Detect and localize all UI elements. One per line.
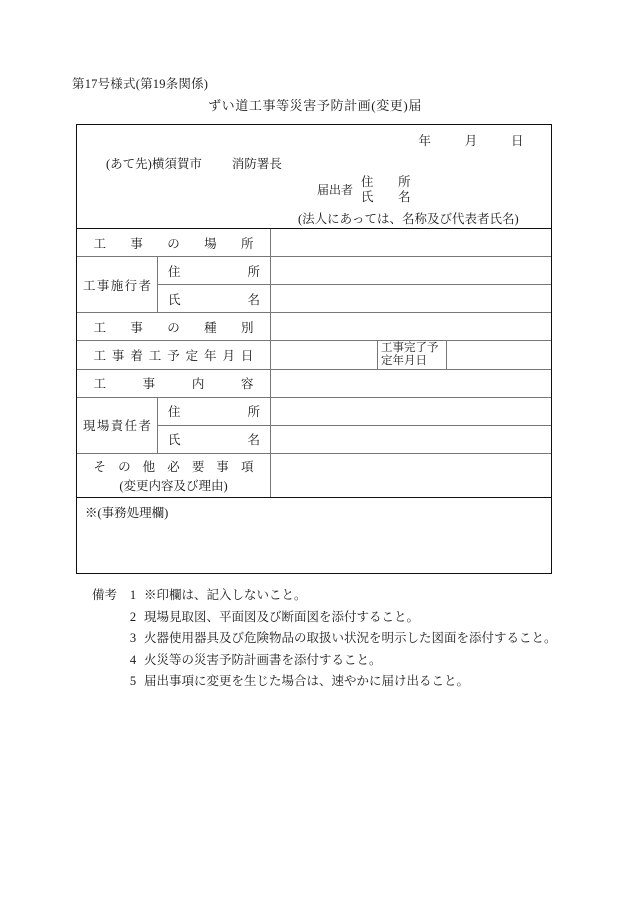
value-site-manager-name[interactable]: [271, 426, 551, 453]
label-char: 年: [204, 348, 217, 363]
submitter-address-label: 住 所: [361, 175, 417, 189]
label-char: 項: [240, 459, 254, 474]
note-item: [76, 671, 576, 693]
notes-section: [76, 585, 576, 693]
label-contractor-address: [158, 257, 271, 284]
label-other-matters: [77, 454, 271, 497]
row-site-manager-address: [158, 398, 551, 426]
label-char: 他: [142, 459, 156, 474]
row-work-content: [77, 370, 551, 398]
row-contractor-address: [158, 257, 551, 285]
label-char: 施: [110, 278, 124, 293]
row-start-date: [77, 341, 551, 370]
office-use-label: ※(事務処理欄): [85, 505, 169, 520]
date-day-label: 日: [510, 134, 524, 148]
addressee-line: [106, 154, 282, 172]
label-char: 場: [96, 419, 110, 434]
office-use-block[interactable]: [77, 497, 551, 573]
label-char: 工: [93, 377, 107, 392]
label-work-location: [77, 229, 271, 256]
label-char: 工: [93, 320, 107, 335]
label-char: 事: [142, 377, 156, 392]
label-char: 名: [247, 292, 260, 307]
label-char: 氏: [168, 433, 181, 448]
label-char: 住: [168, 264, 181, 279]
label-char: 所: [247, 264, 260, 279]
submitter-block: [317, 175, 417, 205]
label-site-manager: [77, 398, 158, 453]
label-char: 着: [130, 348, 143, 363]
label-char: 内: [191, 377, 205, 392]
value-start-date[interactable]: [271, 341, 377, 369]
label-char: 必: [167, 459, 180, 474]
start-date-value-area: [271, 341, 551, 369]
label-char: 予: [167, 348, 180, 363]
label-char: 所: [247, 405, 260, 420]
label-char: 容: [240, 377, 254, 392]
submitter-name-label: 氏 名: [361, 189, 417, 204]
label-char: そ: [93, 459, 107, 474]
label-char: 者: [138, 278, 151, 293]
row-work-type: [77, 313, 551, 341]
note-number: 3: [129, 631, 137, 645]
label-char: 日: [240, 348, 254, 363]
contractor-fields: [158, 257, 551, 312]
main-form-box: [76, 124, 552, 574]
date-line: [418, 131, 524, 149]
label-char: 事: [111, 348, 125, 363]
label-char: 工: [93, 348, 107, 363]
date-month-label: 月: [464, 134, 478, 148]
form-number: 第17号様式(第19条関係): [72, 77, 209, 91]
row-work-location: [77, 229, 551, 257]
label-char: 工: [93, 236, 107, 251]
label-char: の: [167, 236, 180, 251]
label-char: の: [118, 459, 131, 474]
note-text: 現場見取図、平面図及び断面図を添付すること。: [144, 609, 420, 624]
note-item: [76, 628, 576, 650]
addressee-office: 消防署長: [231, 157, 282, 171]
date-year-label: 年: [418, 134, 432, 148]
label-char: 別: [240, 320, 254, 335]
note-number: 1: [129, 588, 137, 602]
label-char: 氏: [168, 292, 181, 307]
label-char: の: [167, 320, 180, 335]
submitter-fields: [361, 175, 417, 205]
note-item: [76, 607, 576, 629]
row-other-matters: [77, 454, 551, 497]
label-char: 所: [240, 236, 254, 251]
label-other-matters-sub: (変更内容及び理由): [119, 478, 228, 493]
label-char: 事: [130, 320, 143, 335]
value-work-location[interactable]: [271, 229, 551, 256]
label-contractor-name: [158, 285, 271, 312]
row-site-manager: [77, 398, 551, 454]
label-site-manager-name: [158, 426, 271, 453]
label-char: 定: [185, 348, 199, 363]
label-contractor: [77, 257, 158, 312]
submitter-label: 届出者: [317, 183, 354, 198]
label-char: 住: [168, 405, 181, 420]
value-contractor-name[interactable]: [271, 285, 551, 312]
label-char: 現: [83, 419, 96, 434]
row-contractor-name: [158, 285, 551, 312]
addressee-prefix: (あて先)横須賀市: [106, 157, 202, 171]
label-work-type: [77, 313, 271, 340]
site-manager-fields: [158, 398, 551, 453]
note-number: 5: [129, 674, 137, 688]
note-text: 火器使用器具及び危険物品の取扱い状況を明示した図面を添付すること。: [144, 631, 557, 645]
label-char: 事: [130, 236, 143, 251]
label-char: 責: [110, 419, 124, 434]
value-completion-date[interactable]: [447, 341, 551, 369]
submission-header-block: [77, 125, 551, 228]
label-char: 事: [216, 459, 229, 474]
label-char: 月: [222, 348, 235, 363]
label-char: 要: [191, 459, 205, 474]
note-item: [76, 650, 576, 672]
note-text: 届出事項に変更を生じた場合は、速やかに届け出ること。: [144, 674, 470, 688]
completion-label-line1: 工事完了予: [381, 342, 439, 354]
note-number: 2: [129, 609, 137, 624]
label-char: 行: [124, 278, 138, 293]
note-text: ※印欄は、記入しないこと。: [144, 588, 307, 602]
row-site-manager-name: [158, 426, 551, 453]
notes-heading: 備考: [92, 588, 118, 602]
document-title: ずい道工事等災害予防計画(変更)届: [208, 98, 422, 113]
label-char: 事: [96, 278, 110, 293]
label-char: 工: [83, 278, 96, 293]
row-contractor: [77, 257, 551, 313]
label-char: 者: [138, 419, 151, 434]
label-char: 工: [148, 348, 162, 363]
label-char: 種: [204, 320, 217, 335]
corporate-note: (法人にあっては、名称及び代表者氏名): [298, 212, 519, 226]
completion-label-line2: 定年月日: [381, 354, 427, 367]
value-work-type[interactable]: [271, 313, 551, 340]
label-completion-date: [377, 341, 447, 369]
value-work-content[interactable]: [271, 370, 551, 397]
value-other-matters[interactable]: [271, 454, 551, 497]
label-char: 名: [247, 433, 260, 448]
note-text: 火災等の災害予防計画書を添付すること。: [144, 652, 382, 667]
label-work-content: [77, 370, 271, 397]
label-char: 場: [204, 236, 217, 251]
value-contractor-address[interactable]: [271, 257, 551, 284]
note-item: [76, 585, 576, 607]
label-site-manager-address: [158, 398, 271, 425]
label-char: 任: [124, 419, 138, 434]
form-rows: [77, 228, 551, 497]
value-site-manager-address[interactable]: [271, 398, 551, 425]
note-number: 4: [129, 652, 137, 667]
label-start-date: [77, 341, 271, 369]
